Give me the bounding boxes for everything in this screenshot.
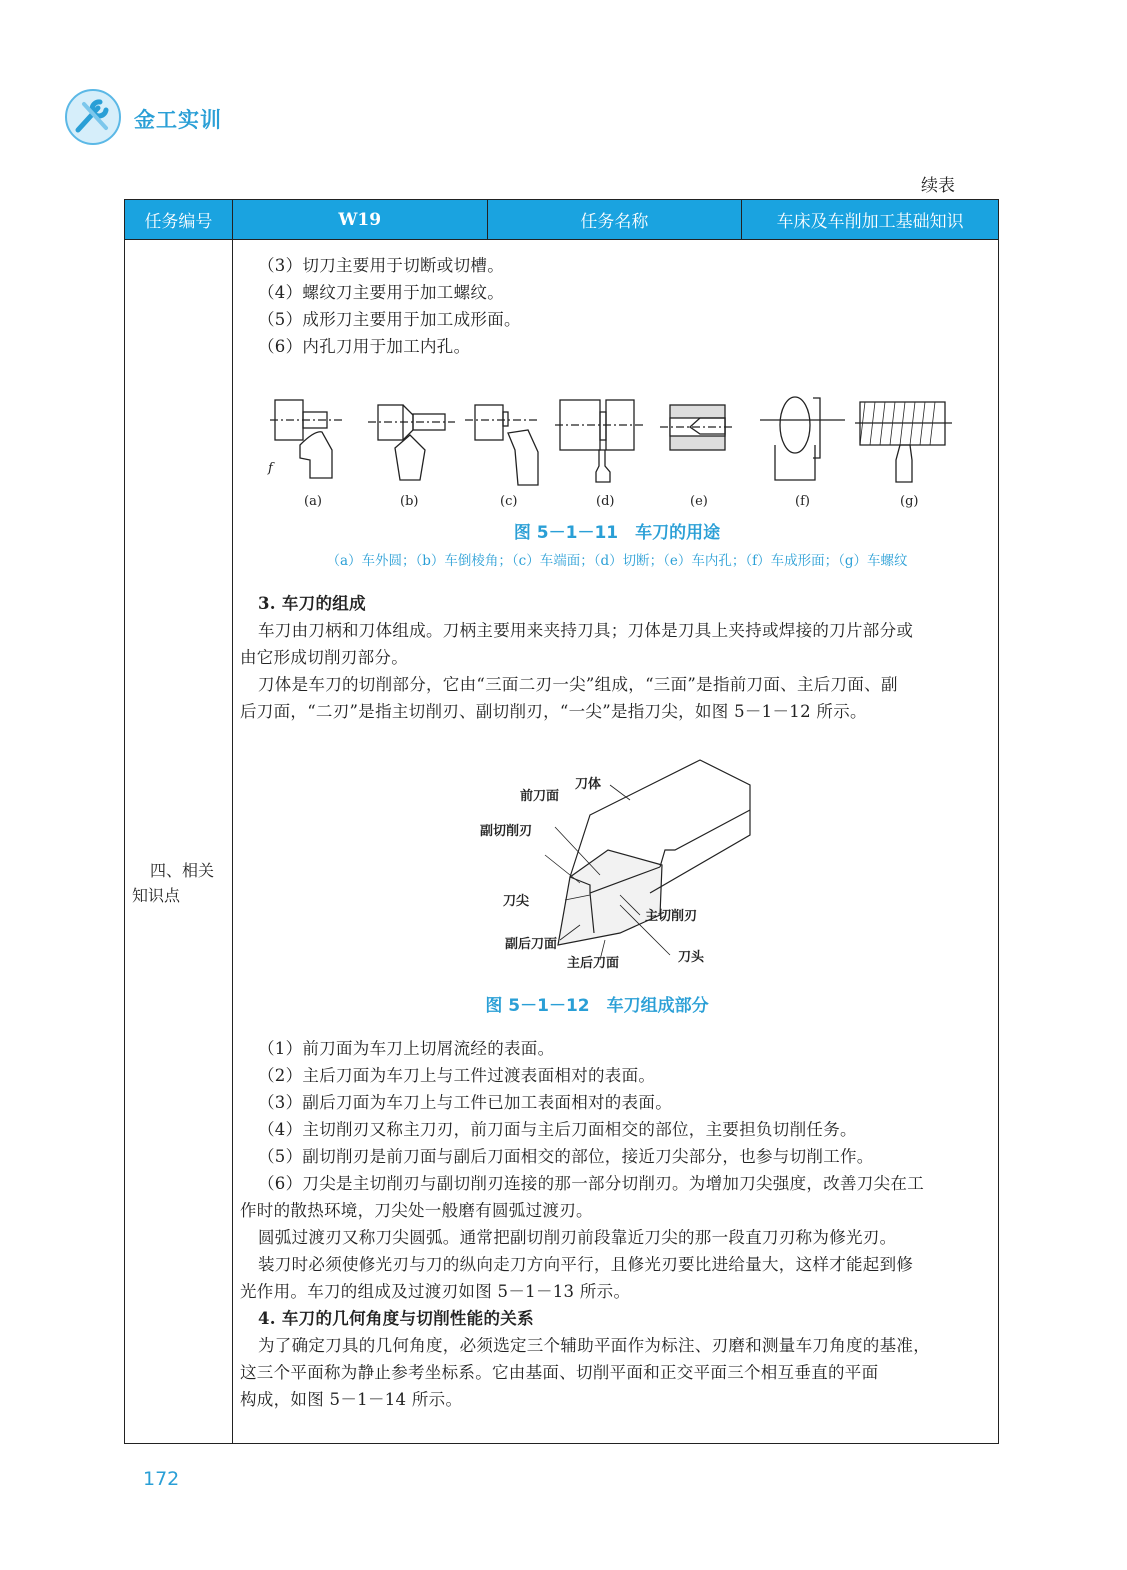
figure-subcaption: （a）车外圆；（b）车倒棱角；（c）车端面；（d）切断；（e）车内孔；（f）车成形面；（g）车螺纹 bbox=[326, 553, 908, 569]
row-label-cell bbox=[125, 240, 233, 1443]
paragraph-line: 作时的散热环境，刀尖处一般磨有圆弧过渡刃。 bbox=[240, 1201, 593, 1220]
section-heading: 4. 车刀的几何角度与切削性能的关系 bbox=[258, 1309, 534, 1328]
list-item: （5）副切削刃是前刀面与副后刀面相交的部位，接近刀尖部分，也参与切削工作。 bbox=[258, 1147, 874, 1166]
paragraph-line: 车刀由刀柄和刀体组成。刀柄主要用来夹持刀具；刀体是刀具上夹持或焊接的刀片部分或 bbox=[258, 621, 914, 640]
paragraph-line: 装刀时必须使修光刃与刀的纵向走刀方向平行，且修光刃要比进给量大，这样才能起到修 bbox=[258, 1255, 914, 1274]
tool-e bbox=[660, 405, 735, 450]
list-item: （1）前刀面为车刀上切屑流经的表面。 bbox=[258, 1039, 555, 1058]
list-item: （4）螺纹刀主要用于加工螺纹。 bbox=[258, 283, 504, 302]
task-table bbox=[124, 199, 999, 1444]
figure-5-1-12 bbox=[470, 755, 800, 980]
header-task-name: 车床及车削加工基础知识 bbox=[776, 212, 964, 232]
list-item: （4）主切削刃又称主刀刃，前刀面与主后刀面相交的部位，主要担负切削任务。 bbox=[258, 1120, 857, 1139]
wrench-logo-icon bbox=[64, 88, 122, 146]
list-item: （3）切刀主要用于切断或切槽。 bbox=[258, 256, 504, 275]
list-item: （5）成形刀主要用于加工成形面。 bbox=[258, 310, 521, 329]
fig-label-c: (c) bbox=[500, 494, 518, 509]
book-title: 金工实训 bbox=[134, 108, 222, 132]
row-label: 四、相关知识点 bbox=[132, 861, 215, 905]
label-tip: 刀尖 bbox=[503, 894, 530, 909]
table-header bbox=[125, 200, 998, 240]
fig-label-f: (f) bbox=[795, 494, 810, 509]
figure-caption: 图 5－1－12 车刀组成部分 bbox=[485, 996, 709, 1016]
tool-f bbox=[760, 397, 845, 480]
list-item: （6）刀尖是主切削刃与副切削刃连接的那一部分切削刃。为增加刀尖强度，改善刀尖在工 bbox=[258, 1174, 924, 1193]
label-rake-face: 前刀面 bbox=[520, 789, 560, 804]
paragraph-line: 刀体是车刀的切削部分，它由“三面二刃一尖”组成，“三面”是指前刀面、主后刀面、副 bbox=[258, 675, 898, 694]
fig-label-a: (a) bbox=[304, 494, 322, 509]
label-head: 刀头 bbox=[678, 950, 705, 965]
paragraph-line: 后刀面，“二刃”是指主切削刃、副切削刃，“一尖”是指刀尖，如图 5－1－12 所示。 bbox=[240, 702, 867, 721]
label-major-flank: 主后刀面 bbox=[567, 956, 620, 971]
list-item: （2）主后刀面为车刀上与工件过渡表面相对的表面。 bbox=[258, 1066, 656, 1085]
header-task-name-label: 任务名称 bbox=[488, 200, 743, 239]
label-body: 刀体 bbox=[575, 777, 602, 792]
paragraph-line: 构成，如图 5－1－14 所示。 bbox=[240, 1390, 463, 1409]
figure-5-1-11 bbox=[260, 390, 980, 510]
fig-label-b: (b) bbox=[400, 494, 419, 509]
page-number: 172 bbox=[143, 1468, 180, 1490]
fig-label-d: (d) bbox=[596, 494, 615, 509]
feed-label: f bbox=[268, 461, 273, 476]
tool-d bbox=[555, 400, 645, 482]
tool-b bbox=[368, 405, 455, 480]
list-item: （3）副后刀面为车刀上与工件已加工表面相对的表面。 bbox=[258, 1093, 672, 1112]
paragraph-line: 由它形成切削刃部分。 bbox=[240, 648, 408, 667]
label-minor-flank: 副后刀面 bbox=[505, 937, 558, 952]
fig-label-g: (g) bbox=[900, 494, 919, 509]
label-major-edge: 主切削刃 bbox=[645, 909, 698, 924]
figure-caption: 图 5－1－11 车刀的用途 bbox=[513, 523, 721, 543]
continued-label: 续表 bbox=[921, 176, 955, 196]
paragraph-line: 圆弧过渡刃又称刀尖圆弧。通常把副切削刃前段靠近刀尖的那一段直刀刃称为修光刃。 bbox=[258, 1228, 897, 1247]
paragraph-line: 这三个平面称为静止参考坐标系。它由基面、切削平面和正交平面三个相互垂直的平面 bbox=[240, 1363, 879, 1382]
header-task-no-label: 任务编号 bbox=[125, 200, 233, 239]
label-minor-edge: 副切削刃 bbox=[480, 824, 533, 839]
list-item: （6）内孔刀用于加工内孔。 bbox=[258, 337, 471, 356]
tool-g bbox=[855, 402, 952, 482]
header-task-no: W19 bbox=[233, 200, 488, 239]
paragraph-line: 光作用。车刀的组成及过渡刃如图 5－1－13 所示。 bbox=[240, 1282, 631, 1301]
tool-a bbox=[270, 400, 345, 478]
fig-label-e: (e) bbox=[690, 494, 708, 509]
section-heading: 3. 车刀的组成 bbox=[258, 594, 366, 613]
paragraph-line: 为了确定刀具的几何角度，必须选定三个辅助平面作为标注、刃磨和测量车刀角度的基准， bbox=[258, 1336, 930, 1355]
tool-c bbox=[465, 405, 540, 485]
